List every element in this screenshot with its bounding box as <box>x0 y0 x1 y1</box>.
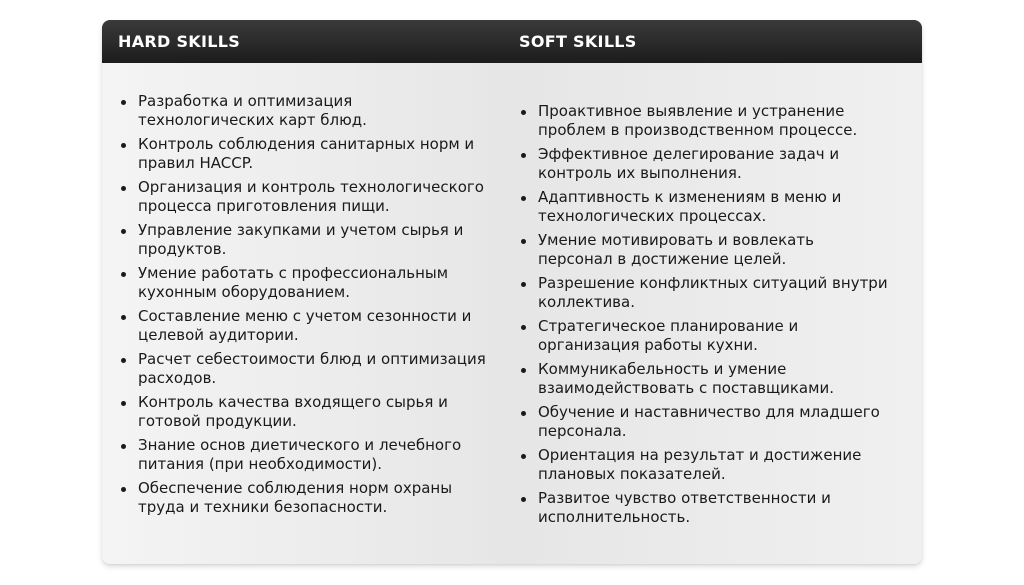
list-item-text: Умение работать с профессиональным кухонным оборудованием. <box>138 264 449 301</box>
list-item-text: Умение мотивировать и вовлекать персонал в достижение целей. <box>538 231 814 268</box>
list-item-text: Контроль соблюдения санитарных норм и правил HACCP. <box>138 135 475 172</box>
list-item-text: Управление закупками и учетом сырья и продуктов. <box>138 221 464 258</box>
list-item-text: Развитое чувство ответственности и исполнительность. <box>538 489 831 526</box>
list-item <box>518 145 890 183</box>
bullet-icon <box>521 368 526 373</box>
list-item-text: Обучение и наставничество для младшего персонала. <box>538 403 880 440</box>
soft-skills-title: SOFT SKILLS <box>519 32 637 51</box>
bullet-icon <box>521 196 526 201</box>
bullet-icon <box>121 358 126 363</box>
bullet-icon <box>121 487 126 492</box>
list-item <box>518 403 890 441</box>
list-item-text: Разрешение конфликтных ситуаций внутри коллектива. <box>538 274 888 311</box>
bullet-icon <box>121 401 126 406</box>
list-item-text: Контроль качества входящего сырья и готовой продукции. <box>138 393 448 430</box>
list-item <box>118 178 490 216</box>
list-item-text: Проактивное выявление и устранение проблем в производственном процессе. <box>538 102 858 139</box>
list-item-text: Организация и контроль технологического процесса приготовления пищи. <box>138 178 484 215</box>
list-item <box>118 479 490 517</box>
list-item <box>518 231 890 269</box>
list-item-text: Обеспечение соблюдения норм охраны труда и техники безопасности. <box>138 479 453 516</box>
list-item <box>518 489 890 527</box>
list-item-text: Адаптивность к изменениям в меню и технологических процессах. <box>538 188 842 225</box>
bullet-icon <box>521 153 526 158</box>
hard-skills-list <box>118 92 490 522</box>
skills-table-card <box>102 20 922 564</box>
table-header <box>102 20 922 63</box>
list-item <box>118 350 490 388</box>
list-item <box>118 221 490 259</box>
soft-skills-list <box>518 102 890 532</box>
bullet-icon <box>121 186 126 191</box>
bullet-icon <box>521 110 526 115</box>
list-item <box>118 135 490 173</box>
bullet-icon <box>121 100 126 105</box>
bullet-icon <box>121 444 126 449</box>
bullet-icon <box>521 325 526 330</box>
list-item <box>118 92 490 130</box>
list-item <box>518 360 890 398</box>
list-item <box>118 264 490 302</box>
list-item <box>518 446 890 484</box>
bullet-icon <box>121 229 126 234</box>
list-item-text: Расчет себестоимости блюд и оптимизация расходов. <box>138 350 486 387</box>
bullet-icon <box>521 282 526 287</box>
list-item <box>518 317 890 355</box>
list-item <box>518 188 890 226</box>
list-item-text: Коммуникабельность и умение взаимодействовать с поставщиками. <box>538 360 834 397</box>
list-item-text: Знание основ диетического и лечебного питания (при необходимости). <box>138 436 462 473</box>
bullet-icon <box>521 454 526 459</box>
list-item <box>518 274 890 312</box>
list-item-text: Ориентация на результат и достижение плановых показателей. <box>538 446 862 483</box>
bullet-icon <box>121 315 126 320</box>
list-item-text: Эффективное делегирование задач и контроль их выполнения. <box>538 145 840 182</box>
bullet-icon <box>121 272 126 277</box>
hard-skills-title: HARD SKILLS <box>118 32 241 51</box>
list-item <box>518 102 890 140</box>
bullet-icon <box>521 411 526 416</box>
list-item-text: Разработка и оптимизация технологических карт блюд. <box>138 92 367 129</box>
bullet-icon <box>521 239 526 244</box>
bullet-icon <box>121 143 126 148</box>
list-item-text: Составление меню с учетом сезонности и целевой аудитории. <box>138 307 472 344</box>
list-item-text: Стратегическое планирование и организация работы кухни. <box>538 317 799 354</box>
bullet-icon <box>521 497 526 502</box>
list-item <box>118 436 490 474</box>
list-item <box>118 393 490 431</box>
list-item <box>118 307 490 345</box>
